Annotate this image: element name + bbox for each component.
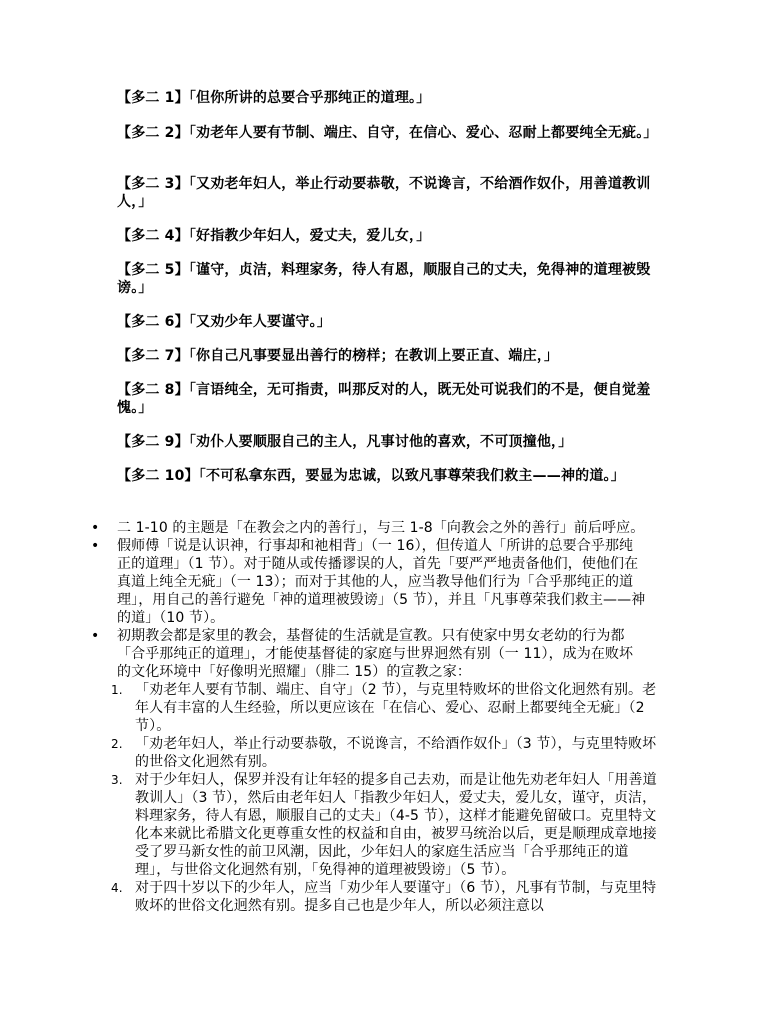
verse-9: 【多二 9】「劝仆人要顺服自己的主人，凡事讨他的喜欢，不可顶撞他，」 [117, 434, 573, 450]
item-number: 2. [111, 737, 123, 751]
verse-4: 【多二 4】「好指教少年妇人，爱丈夫，爱儿女，」 [117, 228, 431, 244]
list-item [0, 537, 647, 627]
item-number: 4. [111, 881, 123, 895]
numbered-list [0, 681, 768, 915]
verse-5: 【多二 5】「谨守，贞洁，料理家务，待人有恩，顺服自己的丈夫，免得神的道理被毁谤。」 [117, 262, 651, 296]
commentary [0, 519, 768, 915]
numbered-item [0, 681, 657, 735]
item-text: 对于四十岁以下的少年人，应当「劝少年人要谨守」（6 节），凡事有节制，与克里特败坏的世俗文化迥然有别。提多自己也是少年人，所以必须注意以 [135, 880, 657, 914]
verse-6: 【多二 6】「又劝少年人要谨守。」 [117, 314, 332, 330]
verse-3: 【多二 3】「又劝老年妇人，举止行动要恭敬，不说谗言，不给酒作奴仆，用善道教训人，」 [117, 176, 651, 210]
commentary-list [0, 519, 768, 681]
item-text: 「劝老年人要有节制、端庄、自守」（2 节），与克里特败坏的世俗文化迥然有别。老年人有丰富的人生经验，所以更应该在「在信心、爱心、忍耐上都要纯全无疵」（2 节）。 [135, 682, 657, 734]
item-number: 1. [111, 683, 123, 697]
note-text: 初期教会都是家里的教会，基督徒的生活就是宣教。只有使家中男女老幼的行为都「合乎那纯正的道理」，才能使基督徒的家庭与世界迥然有别（一 11），成为在败坏的文化环境中「好像明光照耀」（腓二 15）的宣教之家： [117, 628, 634, 680]
note-text: 二 1-10 的主题是「在教会之内的善行」，与三 1-8「向教会之外的善行」前后呼应。 [117, 520, 645, 536]
verse-10: 【多二 10】「不可私拿东西，要显为忠诚，以致凡事尊荣我们救主——神的道。」 [117, 468, 625, 484]
item-text: 「劝老年妇人，举止行动要恭敬，不说谗言，不给酒作奴仆」（3 节），与克里特败坏的世俗文化迥然有别。 [135, 736, 657, 770]
list-item [0, 627, 647, 681]
verse-8: 【多二 8】「言语纯全，无可指责，叫那反对的人，既无处可说我们的不是，便自觉羞愧。」 [117, 382, 651, 416]
item-text: 对于少年妇人，保罗并没有让年轻的提多自己去劝，而是让他先劝老年妇人「用善道教训人」（3 节），然后由老年妇人「指教少年妇人，爱丈夫，爱儿女，谨守，贞洁，料理家务，待人有恩，顺服自己的丈夫」（4-5 节），这样才能避免留破口。克里特文化本来就比希腊文化更尊重女性的权益和自由，被罗马统治以后，更是顺理成章地接受了罗马新女性的前卫风潮，因此，少年妇人的家庭生活应当「合乎那纯正的道理」，与世俗文化迥然有别，「免得神的道理被毁谤」（5 节）。 [135, 772, 657, 878]
numbered-item [0, 879, 657, 915]
note-text: 假师傅「说是认识神，行事却和祂相背」（一 16），但传道人「所讲的总要合乎那纯正的道理」（1 节）。对于随从或传播谬误的人，首先「要严严地责备他们，使他们在真道上纯全无疵」（一 13）；而对于其他的人，应当教导他们行为「合乎那纯正的道理」，用自己的善行避免「神的道理被毁谤」（5 节），并且「凡事尊荣我们救主——神的道」（10 节）。 [117, 538, 646, 626]
numbered-item [0, 735, 657, 771]
verse-1: 【多二 1】「但你所讲的总要合乎那纯正的道理。」 [117, 90, 431, 106]
list-item [0, 519, 647, 537]
numbered-item [0, 771, 657, 879]
item-number: 3. [111, 773, 123, 787]
verse-2: 【多二 2】「劝老年人要有节制、端庄、自守，在信心、爱心、忍耐上都要纯全无疵。」 [117, 125, 658, 141]
verse-7: 【多二 7】「你自己凡事要显出善行的榜样；在教训上要正直、端庄，」 [117, 348, 559, 364]
